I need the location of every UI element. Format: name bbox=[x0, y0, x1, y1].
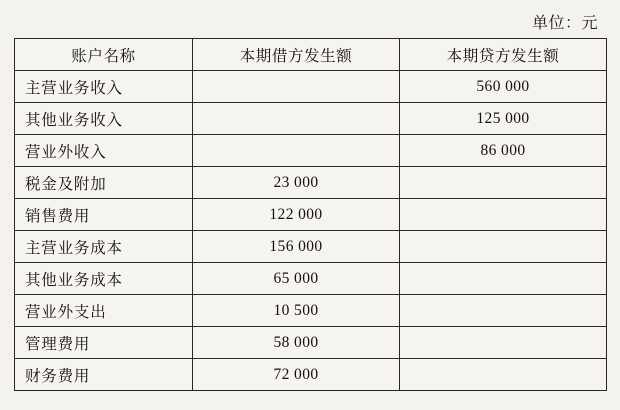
cell-account-name: 主营业务成本 bbox=[15, 231, 193, 263]
cell-credit-amount bbox=[400, 263, 607, 295]
account-balance-table bbox=[14, 38, 607, 391]
table-row bbox=[15, 263, 607, 295]
cell-credit-amount: 86 000 bbox=[400, 135, 607, 167]
cell-account-name: 税金及附加 bbox=[15, 167, 193, 199]
table-row bbox=[15, 327, 607, 359]
cell-account-name: 销售费用 bbox=[15, 199, 193, 231]
table-row bbox=[15, 167, 607, 199]
cell-debit-amount: 65 000 bbox=[193, 263, 400, 295]
cell-account-name: 其他业务收入 bbox=[15, 103, 193, 135]
column-header-debit: 本期借方发生额 bbox=[193, 39, 400, 71]
cell-debit-amount: 58 000 bbox=[193, 327, 400, 359]
cell-account-name: 主营业务收入 bbox=[15, 71, 193, 103]
cell-account-name: 营业外支出 bbox=[15, 295, 193, 327]
cell-debit-amount: 122 000 bbox=[193, 199, 400, 231]
cell-debit-amount: 10 500 bbox=[193, 295, 400, 327]
unit-note: 单位：元 bbox=[531, 15, 598, 32]
table-header bbox=[15, 39, 607, 71]
cell-credit-amount bbox=[400, 359, 607, 391]
cell-account-name: 管理费用 bbox=[15, 327, 193, 359]
cell-account-name: 财务费用 bbox=[15, 359, 193, 391]
cell-credit-amount bbox=[400, 199, 607, 231]
table-body bbox=[15, 71, 607, 391]
cell-debit-amount: 23 000 bbox=[193, 167, 400, 199]
column-header-credit: 本期贷方发生额 bbox=[400, 39, 607, 71]
cell-credit-amount bbox=[400, 327, 607, 359]
table-row bbox=[15, 199, 607, 231]
cell-debit-amount bbox=[193, 71, 400, 103]
table-row bbox=[15, 135, 607, 167]
cell-debit-amount: 72 000 bbox=[193, 359, 400, 391]
cell-account-name: 营业外收入 bbox=[15, 135, 193, 167]
cell-credit-amount bbox=[400, 295, 607, 327]
table-row bbox=[15, 295, 607, 327]
table-row bbox=[15, 231, 607, 263]
column-header-account-name: 账户名称 bbox=[15, 39, 193, 71]
cell-credit-amount: 125 000 bbox=[400, 103, 607, 135]
cell-credit-amount bbox=[400, 231, 607, 263]
cell-account-name: 其他业务成本 bbox=[15, 263, 193, 295]
cell-debit-amount bbox=[193, 135, 400, 167]
cell-credit-amount bbox=[400, 167, 607, 199]
cell-credit-amount: 560 000 bbox=[400, 71, 607, 103]
table-row bbox=[15, 359, 607, 391]
cell-debit-amount bbox=[193, 103, 400, 135]
table-row bbox=[15, 71, 607, 103]
cell-debit-amount: 156 000 bbox=[193, 231, 400, 263]
table-header-row bbox=[15, 39, 607, 71]
table-row bbox=[15, 103, 607, 135]
